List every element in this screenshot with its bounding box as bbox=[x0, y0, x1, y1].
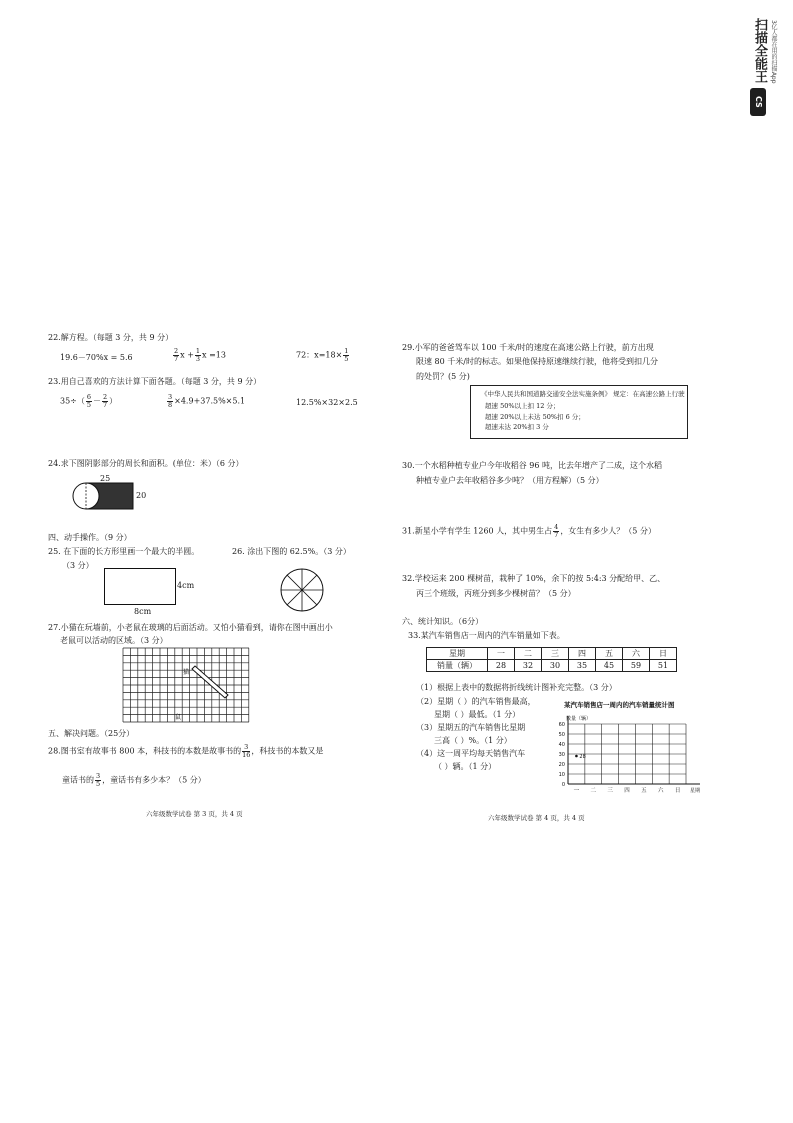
rule-line: 超速未达 20%扣 3 分 bbox=[485, 423, 549, 431]
q27-line2: 老鼠可以活动的区域。（3 分） bbox=[60, 636, 168, 645]
chart-y-tick-label: 10 bbox=[558, 772, 565, 778]
table-value-cell: 35 bbox=[569, 660, 596, 672]
q25-title: 25. 在下面的长方形里画一个最大的半圆。 bbox=[48, 547, 200, 556]
q33-sub4a: （4）这一周平均每天销售汽车 bbox=[416, 749, 526, 758]
q30-line1: 30.一个水稻种植专业户今年收稻谷 96 吨，比去年增产了二成，这个水稻 bbox=[402, 461, 662, 470]
table-day-cell: 六 bbox=[623, 648, 650, 660]
chart-x-tick-label: 日 bbox=[674, 788, 681, 794]
table-value-cell: 51 bbox=[650, 660, 677, 672]
chart-x-axis-label: 星期 bbox=[690, 788, 701, 794]
chart-title: 某汽车销售店一周内的汽车销量统计图 bbox=[564, 701, 675, 709]
q25-rectangle[interactable] bbox=[104, 568, 176, 605]
chart-y-tick-label: 0 bbox=[561, 782, 565, 788]
q22-title: 22.解方程。（每题 3 分，共 9 分） bbox=[48, 333, 174, 342]
q28-line2: 童话书的 $\frac{3}{5}$ ，童话书有多少本？（5 分） bbox=[62, 772, 206, 788]
chart-x-tick-label: 六 bbox=[657, 788, 664, 794]
q22-eq1: 19.6－70%x = 5.6 bbox=[60, 353, 133, 362]
q33-sub1: （1）根据上表中的数据将折线统计图补充完整。（3 分） bbox=[416, 683, 617, 692]
table-value-cell: 28 bbox=[488, 660, 515, 672]
q23-e2: $\frac{3}{8}$ ×4.9+37.5%×5.1 bbox=[168, 393, 246, 409]
q22-eq2: $\frac{2}{7}$ x + $\frac{1}{3}$ x =13 bbox=[174, 347, 226, 363]
q24-dim-right: 20 bbox=[136, 491, 147, 500]
rule-line: 超速 20%以上未达 50%扣 6 分； bbox=[485, 413, 585, 421]
q33-sub2b: 星期（ ）最低。（1 分） bbox=[434, 710, 521, 719]
table-value-cell: 59 bbox=[623, 660, 650, 672]
sec6-title: 六、统计知识。（6分） bbox=[402, 617, 484, 626]
chart-marks bbox=[575, 754, 586, 760]
rule-line: 超速 50%以上扣 12 分； bbox=[485, 402, 560, 410]
q32-line2: 丙三个班级，丙班分到多少棵树苗？（5 分） bbox=[416, 589, 576, 598]
q23-e3: 12.5%×32×2.5 bbox=[296, 398, 358, 407]
table-day-cell: 日 bbox=[650, 648, 677, 660]
q26-title: 26. 涂出下图的 62.5%。（3 分） bbox=[232, 547, 351, 556]
table-day-cell: 三 bbox=[542, 648, 569, 660]
q30-line2: 种植专业户去年收稻谷多少吨？（用方程解）（5 分） bbox=[416, 476, 604, 485]
q31: 31.新星小学有学生 1260 人，其中男生占 $\frac{4}{7}$ ，女生有多少人？（5 分） bbox=[402, 523, 656, 539]
chart-y-tick-label: 20 bbox=[558, 762, 565, 768]
chart-x-tick-label: 一 bbox=[573, 788, 580, 794]
table-header-cell: 销量（辆） bbox=[427, 660, 488, 672]
q25-score: （3 分） bbox=[62, 561, 94, 570]
q29-line1: 29.小军的爸爸驾车以 100 千米/时的速度在高速公路上行驶，前方出现 bbox=[402, 343, 654, 352]
sec4-title: 四、动手操作。（9 分） bbox=[48, 533, 132, 542]
q33-sales-table bbox=[426, 647, 677, 672]
cs-logo-icon: CS bbox=[750, 88, 766, 116]
q27-line1: 27.小猫在玩墙前，小老鼠在玻璃的后面活动。又怕小猫看到，请你在图中画出小 bbox=[48, 623, 333, 632]
q27-cat-label: 猫 bbox=[183, 669, 190, 676]
chart-y-tick-label: 30 bbox=[558, 752, 565, 758]
footer-page-4: 六年级数学试卷 第 4 页，共 4 页 bbox=[488, 814, 585, 822]
q33-sub3b: 三高（ ）%。（1 分） bbox=[434, 736, 512, 745]
q22-eq3: 72：x=18× $\frac{1}{5}$ bbox=[296, 347, 349, 363]
q33-sub2a: （2）星期（ ）的汽车销售最高， bbox=[416, 697, 536, 706]
q33-title: 33.某汽车销售店一周内的汽车销量如下表。 bbox=[408, 631, 565, 640]
chart-point bbox=[575, 755, 578, 758]
q28-line1: 28.图书室有故事书 800 本，科技书的本数是故事书的 $\frac{3}{16}$ ，科技书的本数又是 bbox=[48, 743, 324, 759]
table-value-cell: 32 bbox=[515, 660, 542, 672]
table-day-cell: 五 bbox=[596, 648, 623, 660]
table-day-cell: 二 bbox=[515, 648, 542, 660]
q23-e1: 35÷（ $\frac{6}{5}$ － $\frac{2}{7}$ ） bbox=[60, 393, 118, 409]
q25-dim-bottom: 8cm bbox=[134, 607, 152, 616]
watermark-title: 扫描全能王 bbox=[752, 18, 767, 83]
table-day-cell: 四 bbox=[569, 648, 596, 660]
rule-line: 《中华人民共和国道路交通安全法实施条例》 规定：在高速公路上行驶 bbox=[481, 390, 685, 398]
chart-x-tick-label: 三 bbox=[607, 788, 613, 794]
table-value-cell: 30 bbox=[542, 660, 569, 672]
q23-title: 23.用自己喜欢的方法计算下面各题。（每题 3 分，共 9 分） bbox=[48, 377, 262, 386]
q29-rule-box bbox=[470, 385, 688, 439]
q25-dim-side: 4cm bbox=[177, 581, 195, 590]
q29-line2: 限速 80 千米/时的标志。如果他保持原速继续行驶，他将受到扣几分 bbox=[416, 357, 658, 366]
table-header-cell: 星期 bbox=[427, 648, 488, 660]
chart-x-tick-label: 五 bbox=[641, 788, 647, 794]
chart-y-tick-label: 40 bbox=[558, 742, 565, 748]
q24-shaded-figure bbox=[70, 482, 136, 510]
sales-line-chart[interactable] bbox=[548, 698, 708, 802]
chart-x-tick-label: 二 bbox=[590, 788, 597, 794]
q24-dim-top: 25 bbox=[100, 474, 111, 483]
q29-line3: 的处罚？(5 分) bbox=[416, 372, 470, 381]
q24-title: 24.求下图阴影部分的周长和面积。(单位：米）（6 分） bbox=[48, 459, 244, 468]
sec5-title: 五、解决问题。（25分） bbox=[48, 729, 135, 738]
footer-page-3: 六年级数学试卷 第 3 页，共 4 页 bbox=[146, 810, 243, 818]
chart-x-tick-label: 四 bbox=[624, 788, 630, 794]
chart-y-axis-label: 数量（辆） bbox=[566, 716, 592, 722]
q26-circle-eighths[interactable] bbox=[279, 567, 325, 613]
table-day-cell: 一 bbox=[488, 648, 515, 660]
chart-data-label: 28 bbox=[579, 754, 586, 760]
q33-sub3a: （3）星期五的汽车销售比星期 bbox=[416, 723, 526, 732]
q33-sub4b: （ ）辆。（1 分） bbox=[434, 762, 497, 771]
chart-y-tick-label: 50 bbox=[558, 732, 565, 738]
table-value-cell: 45 bbox=[596, 660, 623, 672]
q27-mouse-label: 鼠 bbox=[175, 714, 182, 721]
chart-y-tick-label: 60 bbox=[558, 722, 565, 728]
q27-grid[interactable] bbox=[122, 647, 250, 723]
q32-line1: 32.学校运来 200 棵树苗，栽种了 10%，余下的按 5:4:3 分配给甲、乙、 bbox=[402, 574, 666, 583]
scanner-watermark bbox=[748, 14, 784, 124]
watermark-subtitle: 3亿人都在用的扫描App bbox=[770, 20, 777, 84]
